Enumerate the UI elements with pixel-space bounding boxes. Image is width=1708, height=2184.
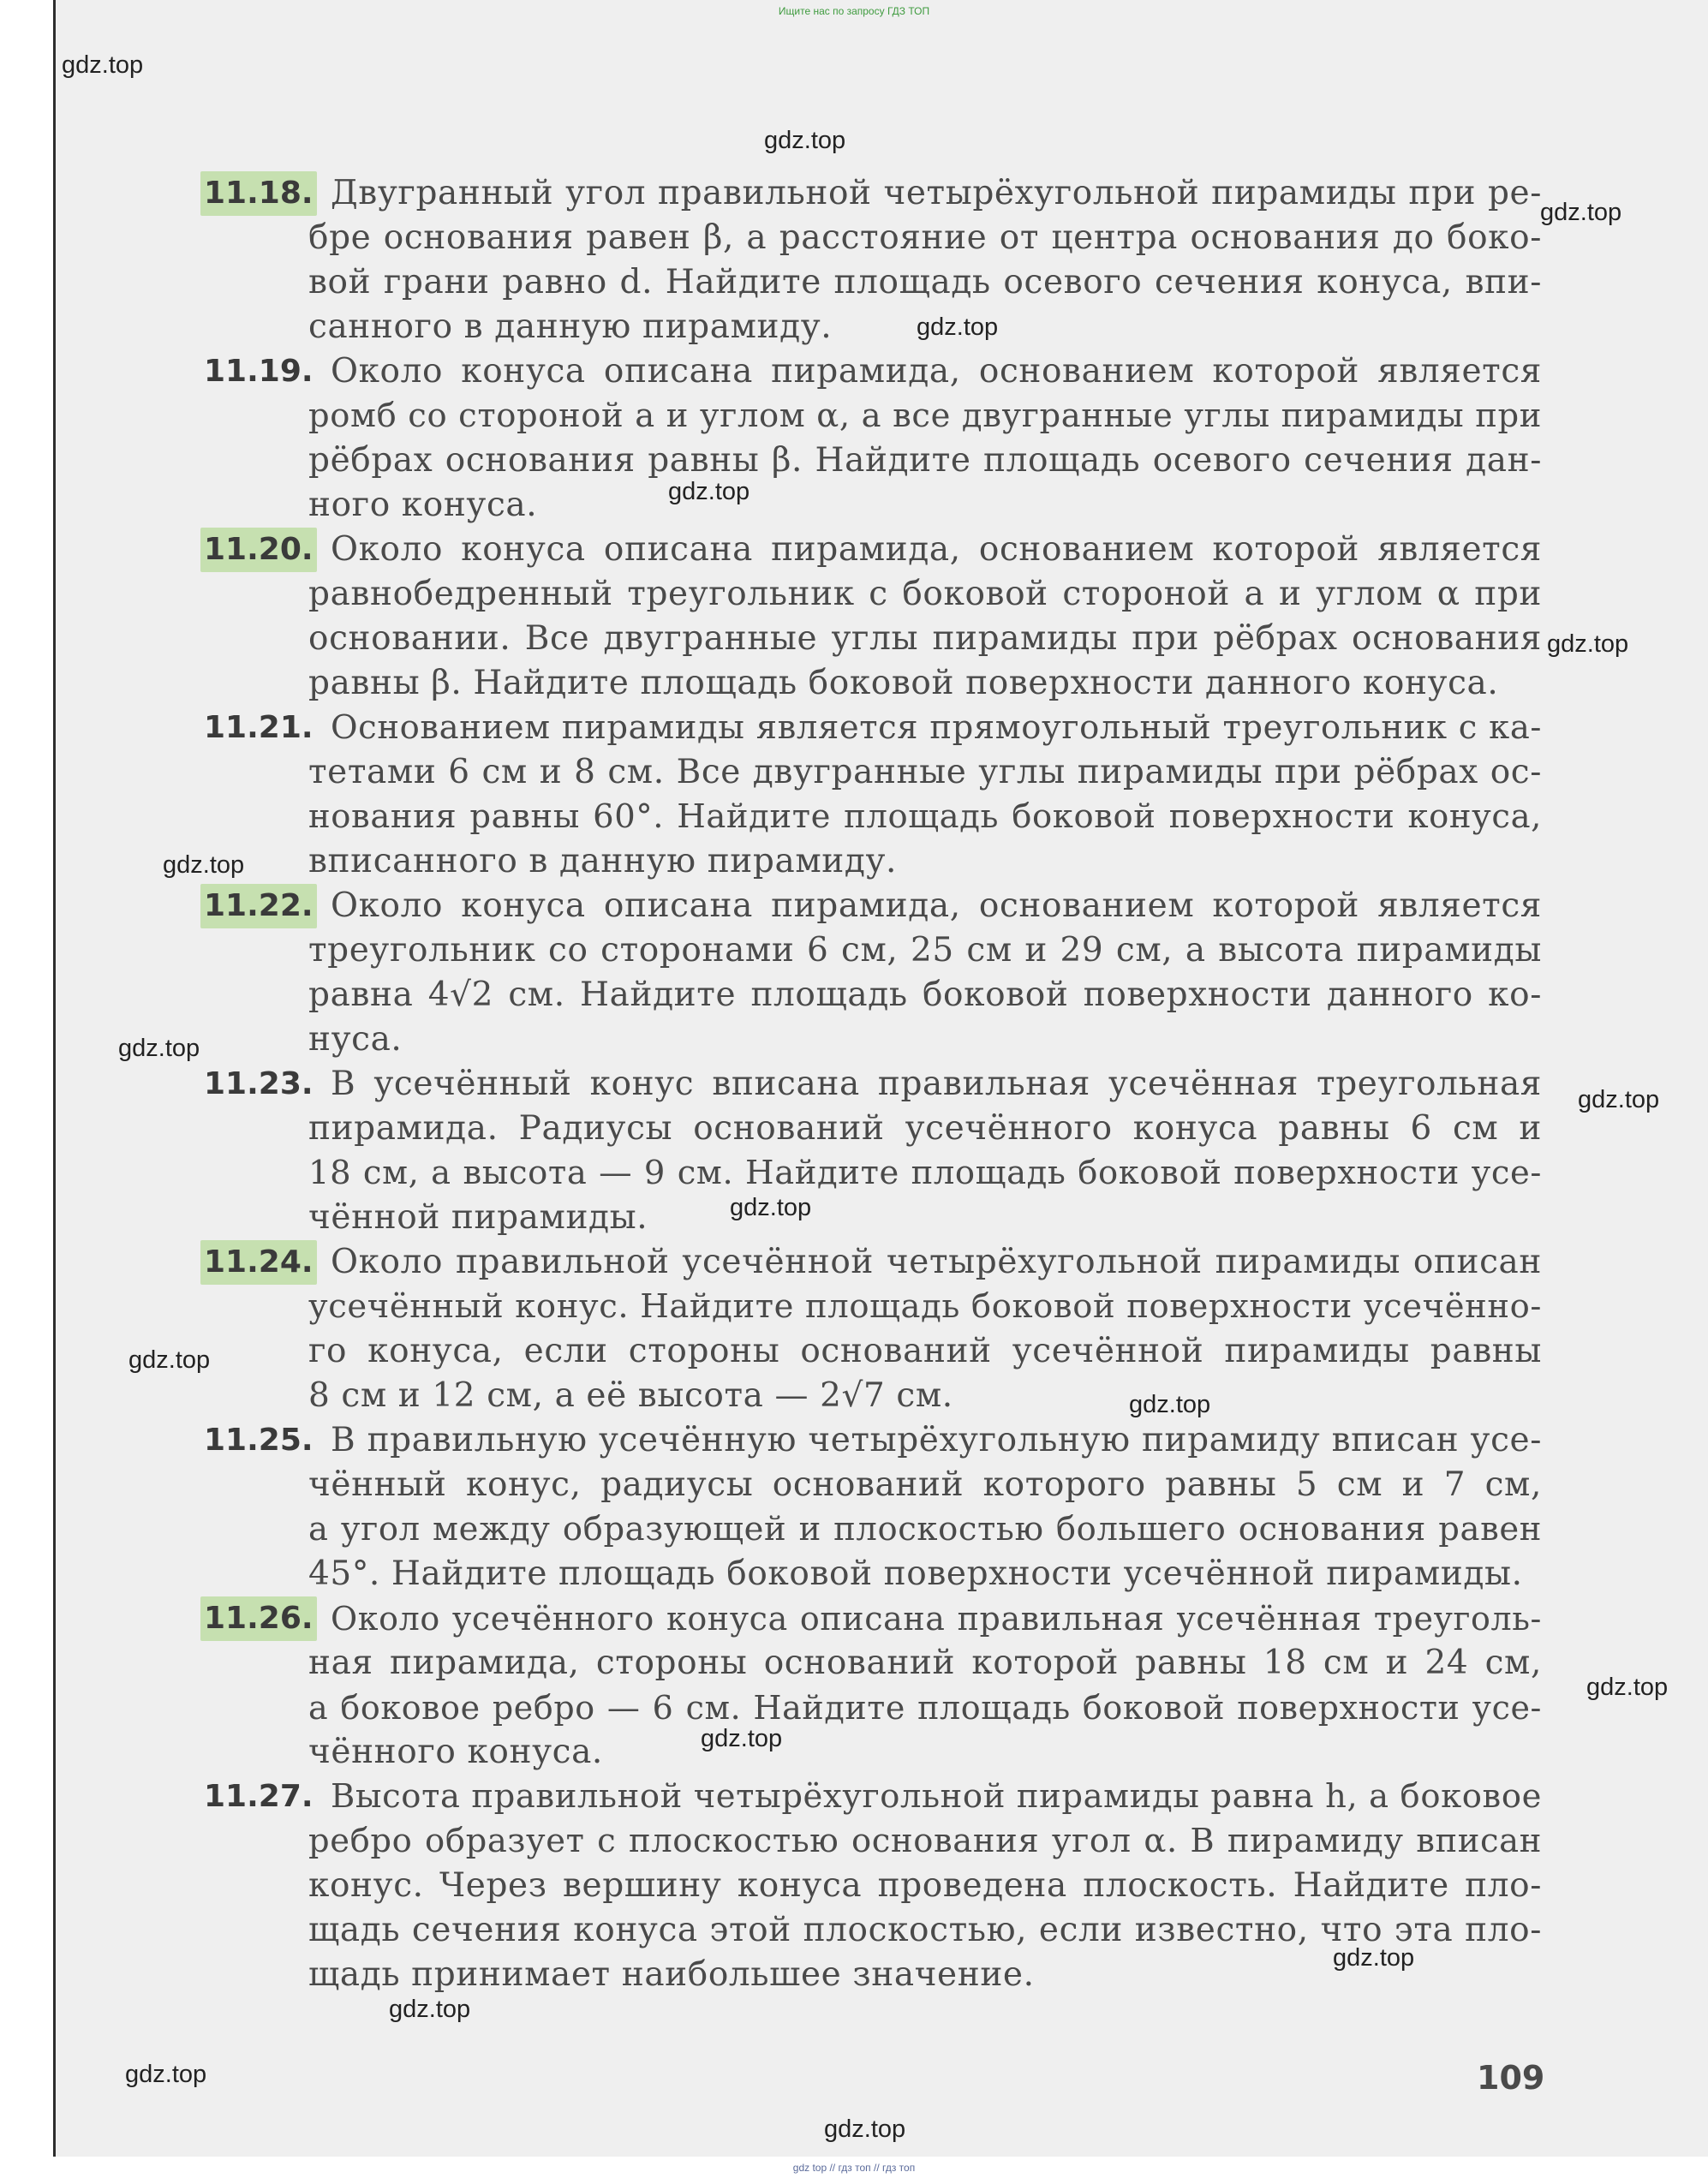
problem-line: чённый конус, радиусы оснований которого равны 5 см и 7 см,: [308, 1465, 1542, 1504]
problem-line: треугольник со сторонами 6 см, 25 см и 29 см, а высота пирамиды: [308, 931, 1542, 970]
problem-line: чённой пирамиды.: [308, 1198, 648, 1237]
problem-line: пирамида. Радиусы оснований усечённого конуса равны 6 см и: [308, 1109, 1542, 1148]
problem-line: конус. Через вершину конуса проведена плоскость. Найдите пло-: [308, 1866, 1542, 1905]
problem-line: 45°. Найдите площадь боковой поверхности усечённой пирамиды.: [308, 1554, 1523, 1593]
watermark: gdz.top: [668, 478, 750, 505]
problem-11-23: [0, 1062, 1708, 1240]
problem-line: бре основания равен β, а расстояние от центра основания до боко-: [308, 218, 1542, 257]
problem-11-25: [0, 1418, 1708, 1596]
problem-line: нуса.: [308, 1020, 403, 1059]
watermark: gdz.top: [1333, 1944, 1415, 1972]
problem-line: щадь принимает наибольшее значение.: [308, 1955, 1035, 1994]
watermark: gdz.top: [389, 1996, 471, 2023]
problem-line: ная пирамида, стороны оснований которой равны 18 см и 24 см,: [308, 1644, 1542, 1682]
problem-line: тетами 6 см и 8 см. Все двугранные углы пирамиды при рёбрах ос-: [308, 753, 1542, 791]
problem-line: усечённый конус. Найдите площадь боковой поверхности усечённо-: [308, 1287, 1542, 1326]
problem-line: Около конуса описана пирамида, основанием которой является: [331, 352, 1542, 391]
problem-line: Около конуса описана пирамида, основанием которой является: [331, 886, 1542, 925]
watermark: gdz.top: [764, 127, 846, 154]
problem-11-27: [0, 1775, 1708, 1997]
problem-line: основании. Все двугранные углы пирамиды при рёбрах основания: [308, 619, 1542, 658]
watermark: gdz.top: [1540, 199, 1622, 226]
problem-11-20: [0, 528, 1708, 706]
problem-line: 8 см и 12 см, а её высота — 2√7 см.: [308, 1376, 953, 1415]
problem-line: Высота правильной четырёхугольной пирамиды равна h, а боковое: [331, 1777, 1542, 1816]
problem-number: 11.20.: [200, 528, 317, 572]
problem-11-21: [0, 706, 1708, 884]
problem-line: 18 см, а высота — 9 см. Найдите площадь боковой поверхности усе-: [308, 1154, 1542, 1192]
problem-line: равны β. Найдите площадь боковой поверхности данного конуса.: [308, 664, 1499, 702]
problem-11-24: [0, 1240, 1708, 1418]
problem-line: чённого конуса.: [308, 1733, 603, 1771]
problem-line: равнобедренный треугольник с боковой стороной a и углом α при: [308, 575, 1542, 613]
problem-11-26: [0, 1596, 1708, 1775]
problem-line: Около правильной усечённой четырёхугольной пирамиды описан: [331, 1243, 1542, 1281]
problem-11-18: [0, 171, 1708, 349]
problem-number: 11.21.: [204, 710, 314, 745]
watermark: gdz.top: [824, 2115, 906, 2143]
page-number: 109: [1477, 2059, 1545, 2097]
watermark: gdz.top: [163, 851, 245, 879]
problem-number: 11.19.: [204, 354, 314, 389]
problem-number: 11.25.: [204, 1423, 314, 1458]
problem-line: Основанием пирамиды является прямоугольный треугольник с ка-: [331, 708, 1542, 747]
watermark: gdz.top: [1578, 1086, 1660, 1113]
watermark: gdz.top: [62, 51, 144, 79]
problem-11-19: [0, 349, 1708, 528]
watermark: gdz.top: [701, 1725, 783, 1752]
problem-line: вой грани равно d. Найдите площадь осевого сечения конуса, впи-: [308, 263, 1542, 301]
problem-number: 11.26.: [200, 1596, 317, 1641]
problem-line: Около усечённого конуса описана правильная усечённая треуголь-: [331, 1600, 1542, 1638]
problem-line: санного в данную пирамиду.: [308, 307, 833, 346]
problem-line: ромб со стороной a и углом α, а все двугранные углы пирамиды при: [308, 397, 1542, 435]
problem-line: ребро образует с плоскостью основания угол α. В пирамиду вписан: [308, 1822, 1542, 1860]
watermark: gdz.top: [1586, 1674, 1669, 1701]
watermark: gdz.top: [1129, 1391, 1211, 1418]
problem-line: ного конуса.: [308, 486, 538, 524]
problem-number: 11.27.: [204, 1779, 314, 1814]
problem-line: го конуса, если стороны оснований усечённой пирамиды равны: [308, 1332, 1542, 1370]
problem-line: Около конуса описана пирамида, основанием которой является: [331, 530, 1542, 569]
problem-line: нования равны 60°. Найдите площадь боковой поверхности конуса,: [308, 797, 1542, 836]
watermark: gdz.top: [125, 2061, 207, 2088]
problem-line: Двугранный угол правильной четырёхугольной пирамиды при ре-: [331, 174, 1542, 212]
problem-11-22: [0, 884, 1708, 1062]
problem-list: [0, 171, 1708, 1997]
problem-number: 11.24.: [200, 1240, 317, 1285]
bottom-note: gdz top // гдз топ // гдз топ: [792, 2162, 916, 2174]
problem-line: щадь сечения конуса этой плоскостью, если известно, что эта пло-: [308, 1911, 1542, 1949]
problem-line: вписанного в данную пирамиду.: [308, 842, 898, 880]
watermark: gdz.top: [128, 1346, 211, 1374]
problem-number: 11.23.: [204, 1066, 314, 1101]
top-note: Ищите нас по запросу ГДЗ ТОП: [778, 5, 930, 17]
watermark: gdz.top: [118, 1035, 200, 1062]
problem-number: 11.22.: [200, 884, 317, 928]
watermark: gdz.top: [1547, 630, 1629, 658]
watermark: gdz.top: [730, 1194, 812, 1221]
watermark: gdz.top: [917, 313, 999, 341]
problem-number: 11.18.: [200, 171, 317, 216]
problem-line: а боковое ребро — 6 см. Найдите площадь боковой поверхности усе-: [308, 1689, 1542, 1727]
problem-line: рёбрах основания равны β. Найдите площадь осевого сечения дан-: [308, 441, 1542, 480]
problem-line: В правильную усечённую четырёхугольную пирамиду вписан усе-: [331, 1421, 1542, 1459]
problem-line: В усечённый конус вписана правильная усечённая треугольная: [331, 1065, 1542, 1103]
problem-line: равна 4√2 см. Найдите площадь боковой поверхности данного ко-: [308, 976, 1542, 1014]
problem-line: а угол между образующей и плоскостью большего основания равен: [308, 1510, 1542, 1548]
